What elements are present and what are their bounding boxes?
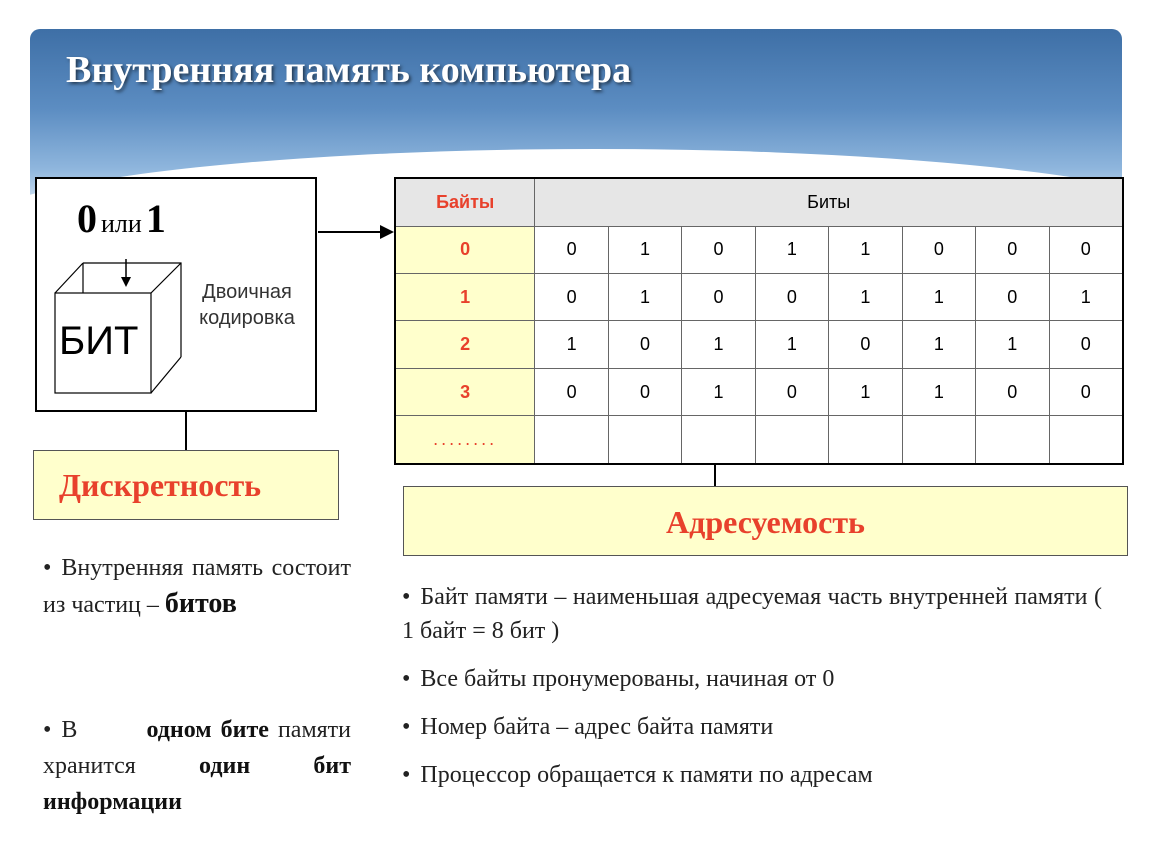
connector-line-left	[185, 412, 187, 450]
bullet-text: Номер байта – адрес байта памяти	[420, 714, 774, 740]
bullet-bold-text: битов	[164, 588, 237, 619]
bullet-text: Все байты пронумерованы, начиная от 0	[420, 666, 835, 692]
bit-illustration-box	[35, 177, 317, 412]
table-row	[395, 273, 1123, 320]
bit-cell: 0	[535, 226, 608, 273]
byte-address: 2	[395, 321, 535, 368]
bit-cell: 1	[608, 226, 681, 273]
bit-cell: 0	[976, 226, 1049, 273]
bullet-mark: •	[402, 714, 411, 740]
byte-address: 3	[395, 368, 535, 415]
bullet-mark: •	[402, 584, 411, 610]
addressability-box	[403, 486, 1128, 556]
bullet-text: Внутренняя память состоит из частиц –	[43, 555, 351, 618]
list-item	[43, 712, 351, 820]
bit-cell: 1	[829, 226, 902, 273]
binary-encoding-label: Двоичная кодировка	[199, 281, 295, 329]
list-item	[402, 580, 1102, 648]
bit-cell: 1	[829, 368, 902, 415]
bit-cell	[608, 416, 681, 464]
table-row	[395, 226, 1123, 273]
bit-cell	[902, 416, 975, 464]
bullet-text: В	[61, 717, 78, 743]
byte-address: 1	[395, 273, 535, 320]
bit-cell: 1	[902, 273, 975, 320]
list-item	[402, 758, 1102, 792]
bit-cell	[976, 416, 1049, 464]
bit-cell: 0	[1049, 368, 1123, 415]
bit-cell	[535, 416, 608, 464]
bit-cell	[755, 416, 828, 464]
ellipsis-cell: ........	[395, 416, 535, 464]
bullet-mark: •	[43, 555, 52, 581]
bit-cell: 1	[1049, 273, 1123, 320]
bit-cell: 1	[902, 321, 975, 368]
bullet-text: Байт памяти – наименьшая адресуемая часть внутренней памяти ( 1 байт = 8 бит )	[402, 584, 1102, 644]
bit-cell	[1049, 416, 1123, 464]
bullet-text: памяти хранится	[43, 717, 352, 779]
bit-cell: 0	[976, 273, 1049, 320]
bit-cell	[829, 416, 902, 464]
bit-cell: 0	[755, 368, 828, 415]
bit-cell: 0	[608, 321, 681, 368]
byte-address: 0	[395, 226, 535, 273]
arrow-to-table-icon	[318, 222, 396, 242]
bit-cube-label: БИТ	[59, 319, 139, 363]
bullet-bold-text: одном бите	[146, 717, 269, 743]
connector-line-right	[714, 465, 716, 486]
bits-header: Биты	[535, 178, 1123, 226]
addressability-label: Адресуемость	[666, 504, 865, 540]
bit-cell: 0	[682, 226, 755, 273]
bullet-mark: •	[402, 666, 411, 692]
bit-cell: 0	[608, 368, 681, 415]
table-row	[395, 416, 1123, 464]
bit-cell: 1	[755, 226, 828, 273]
page-title: Внутренняя память компьютера	[66, 49, 632, 91]
bit-cell: 0	[829, 321, 902, 368]
bullet-mark: •	[43, 717, 52, 743]
bit-cell: 0	[535, 273, 608, 320]
bit-cell: 1	[976, 321, 1049, 368]
bit-cell: 0	[755, 273, 828, 320]
table-row	[395, 368, 1123, 415]
bit-cell: 1	[608, 273, 681, 320]
discreteness-label: Дискретность	[59, 467, 262, 503]
zero-digit: 0	[77, 196, 97, 241]
bit-cell: 1	[682, 321, 755, 368]
bit-cell: 0	[976, 368, 1049, 415]
bit-cell: 0	[1049, 226, 1123, 273]
table-row	[395, 321, 1123, 368]
list-item	[43, 550, 351, 623]
bit-cell: 0	[535, 368, 608, 415]
discreteness-box	[33, 450, 339, 520]
bit-cell: 0	[682, 273, 755, 320]
zero-or-one-label	[77, 195, 166, 242]
bullet-bold-text: один бит информации	[43, 753, 351, 815]
bit-cell: 1	[682, 368, 755, 415]
bit-cell: 1	[535, 321, 608, 368]
list-item	[402, 662, 1102, 696]
table-header-row	[395, 178, 1123, 226]
bit-cell: 1	[902, 368, 975, 415]
list-item	[402, 710, 1102, 744]
bytes-header: Байты	[395, 178, 535, 226]
bit-cell: 0	[902, 226, 975, 273]
bullet-text: Процессор обращается к памяти по адресам	[420, 762, 873, 788]
bullet-mark: •	[402, 762, 411, 788]
memory-table	[394, 177, 1124, 465]
bit-cell: 1	[755, 321, 828, 368]
or-word: или	[101, 209, 142, 238]
one-digit: 1	[145, 196, 166, 241]
bit-cell: 0	[1049, 321, 1123, 368]
bit-cell: 1	[829, 273, 902, 320]
bit-cell	[682, 416, 755, 464]
